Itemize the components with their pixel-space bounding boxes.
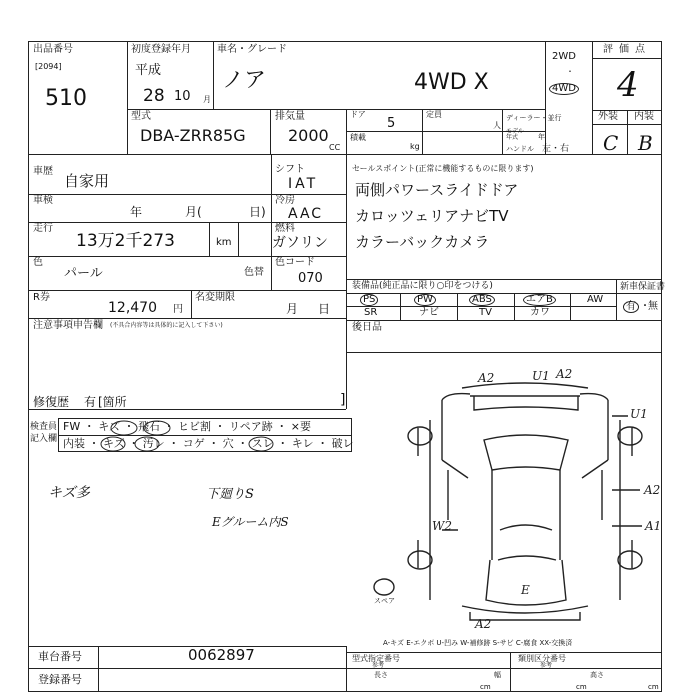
spare-label: スペア xyxy=(374,597,395,605)
repair-value: 有 xyxy=(84,395,97,409)
chassis-number: 0062897 xyxy=(188,646,255,664)
inspection-year: 年 xyxy=(130,205,143,219)
mark-front-left: A2 xyxy=(478,371,495,385)
length-unit: cm xyxy=(480,683,491,691)
name-change-month: 月 xyxy=(286,302,299,316)
height-unit: cm xyxy=(648,683,659,691)
dealer-label: ディーラー・並行 xyxy=(506,114,562,122)
era: 平成 xyxy=(135,63,162,78)
first-reg-label: 初度登録年月 xyxy=(131,44,191,55)
doors: 5 xyxy=(387,116,396,131)
displacement-label: 排気量 xyxy=(275,111,305,122)
chassis-label: 車台番号 xyxy=(38,650,82,663)
inspection-label: 車検 xyxy=(33,195,53,206)
handwritten-note-1: キズ多 xyxy=(48,485,90,501)
equip-pw: PW xyxy=(414,294,436,306)
equip-ps: PS xyxy=(360,294,378,306)
height-label: 高さ xyxy=(590,671,604,679)
capacity-label: 定員 xyxy=(426,110,442,119)
reg-month-unit: 月 xyxy=(203,95,211,104)
mark-left-side: W2 xyxy=(432,519,452,533)
name-change-label: 名変期限 xyxy=(195,292,235,303)
sales-point-1: 両側パワースライドドア xyxy=(355,181,519,199)
inspection-month: 月( xyxy=(185,205,202,219)
capacity-unit: 人 xyxy=(493,121,501,130)
mileage-label: 走行 xyxy=(33,223,53,234)
equip-tv: TV xyxy=(479,307,492,318)
mileage-unit: km xyxy=(216,237,232,248)
score: 4 xyxy=(617,65,639,105)
fuel: ガソリン xyxy=(272,235,328,251)
reg-month: 10 xyxy=(174,89,191,104)
warranty-no: 無 xyxy=(648,301,658,312)
model-label: 型式 xyxy=(131,111,151,122)
notes-label: 注意事項申告欄 xyxy=(33,320,103,331)
equip-airbag: エアB xyxy=(523,294,556,306)
equip-sr: SR xyxy=(364,307,378,318)
model: DBA-ZRR85G xyxy=(140,126,246,145)
mark-right-mid: A2 xyxy=(644,483,661,497)
length-label: 長さ xyxy=(374,671,388,679)
rear-eye-label: 後日品 xyxy=(352,322,382,333)
sales-point-2: カロッツェリアナビTV xyxy=(355,207,509,225)
repair-place: [箇所 xyxy=(98,395,127,409)
color-code-label: 色コード xyxy=(275,257,315,268)
drive-4wd: 4WD xyxy=(549,83,579,95)
inspector-label-2: 記入欄 xyxy=(30,434,58,444)
model-year-unit: 年 xyxy=(538,133,545,141)
ac-label: 冷房 xyxy=(275,195,295,206)
handwritten-note-2: 下廻りS xyxy=(206,487,254,502)
sales-point-3: カラーバックカメラ xyxy=(355,233,490,251)
usage-label: 車歴 xyxy=(33,166,53,177)
shift: IAT xyxy=(288,176,319,192)
mileage: 13万2千273 xyxy=(76,231,175,251)
sales-points-label: セールスポイント(正常に機能するものに限ります) xyxy=(352,164,534,173)
lot-number: 510 xyxy=(45,86,87,111)
cert-ref: 参考 xyxy=(372,662,385,669)
lot-code: [2094] xyxy=(35,62,62,71)
color: パール xyxy=(64,266,103,281)
name-change-day: 日 xyxy=(318,302,331,316)
plate-label: 登録番号 xyxy=(38,673,82,686)
equipment-label: 装備品(純正品に限り○印をつける) xyxy=(352,281,493,291)
notes-sub: (不具合内容等は具体的に記入して下さい) xyxy=(110,322,223,329)
displacement-unit: CC xyxy=(329,143,341,152)
equip-leather: カワ xyxy=(530,307,550,318)
damage-legend: A-キズ E-エクボ U-凹み W-補修跡 S-サビ C-腐食 XX-交換済 xyxy=(383,639,573,647)
category-label: 類別区分番号 xyxy=(518,654,566,663)
handwritten-note-3: Eグルーム内S xyxy=(212,515,289,529)
exterior-grade: C xyxy=(603,131,619,155)
recycle-fee: 12,470 xyxy=(108,300,157,316)
displacement: 2000 xyxy=(288,126,329,145)
grade: 4WD X xyxy=(414,70,489,95)
handle-label: ハンドル xyxy=(506,145,534,153)
mark-rear-center: E xyxy=(521,583,530,597)
color-code: 070 xyxy=(298,271,323,286)
repair-label: 修復歴 xyxy=(33,395,70,409)
equip-abs: ABS xyxy=(469,294,495,306)
cargo-label: 積載 xyxy=(350,133,366,142)
lot-label: 出品番号 xyxy=(33,44,73,55)
color-label: 色 xyxy=(33,257,43,268)
equip-navi: ナビ xyxy=(419,307,439,318)
width-unit: cm xyxy=(576,683,587,691)
drive-2wd: 2WD xyxy=(552,51,576,62)
interior-grade: B xyxy=(638,131,653,155)
shift-label: シフト xyxy=(275,164,305,175)
usage: 自家用 xyxy=(64,172,110,190)
door-label: ドア xyxy=(350,110,366,119)
handle-value: 左・右 xyxy=(542,144,570,154)
interior-label: 内装 xyxy=(634,111,654,122)
cargo-unit: kg xyxy=(410,142,420,151)
equip-aw: AW xyxy=(587,294,604,305)
warranty-label: 新車保証書 xyxy=(620,282,666,292)
warranty-yes: 有 xyxy=(623,301,639,313)
mark-right-front: U1 xyxy=(630,407,648,421)
recycle-unit: 円 xyxy=(173,304,183,315)
mark-rear-bumper: A2 xyxy=(475,617,492,631)
recycle-label: R券 xyxy=(33,292,50,303)
model-year-label: モデル年式 xyxy=(506,128,524,141)
mark-front-mid: U1 xyxy=(532,369,550,383)
exterior-label: 外装 xyxy=(598,111,618,122)
ac: AAC xyxy=(288,206,324,222)
category-ref: 参考 xyxy=(540,662,553,669)
car-name-label: 車名・グレード xyxy=(217,44,287,55)
width-label: 幅 xyxy=(494,671,501,679)
reg-year: 28 xyxy=(143,86,165,106)
mark-front-right: A2 xyxy=(556,367,573,381)
inspector-fw-row: FW ・ キズ ・ 飛石 ・ ヒビ割 ・ リペア跡 ・ ×要 xyxy=(63,420,311,433)
fuel-label: 燃料 xyxy=(275,223,295,234)
inspector-interior-row: 内装 ・ キズ ・ 汚レ ・ コゲ ・ 穴 ・ スレ ・ キレ ・ 破レ xyxy=(63,437,354,450)
score-label: 評価点 xyxy=(603,44,651,55)
color-change-label: 色替 xyxy=(244,267,264,278)
inspection-day: 日) xyxy=(249,205,266,219)
mark-right-rear: A1 xyxy=(645,519,662,533)
inspector-label-1: 検査員 xyxy=(30,422,58,432)
cert-label: 型式指定番号 xyxy=(352,654,400,663)
car-name: ノア xyxy=(222,68,267,93)
